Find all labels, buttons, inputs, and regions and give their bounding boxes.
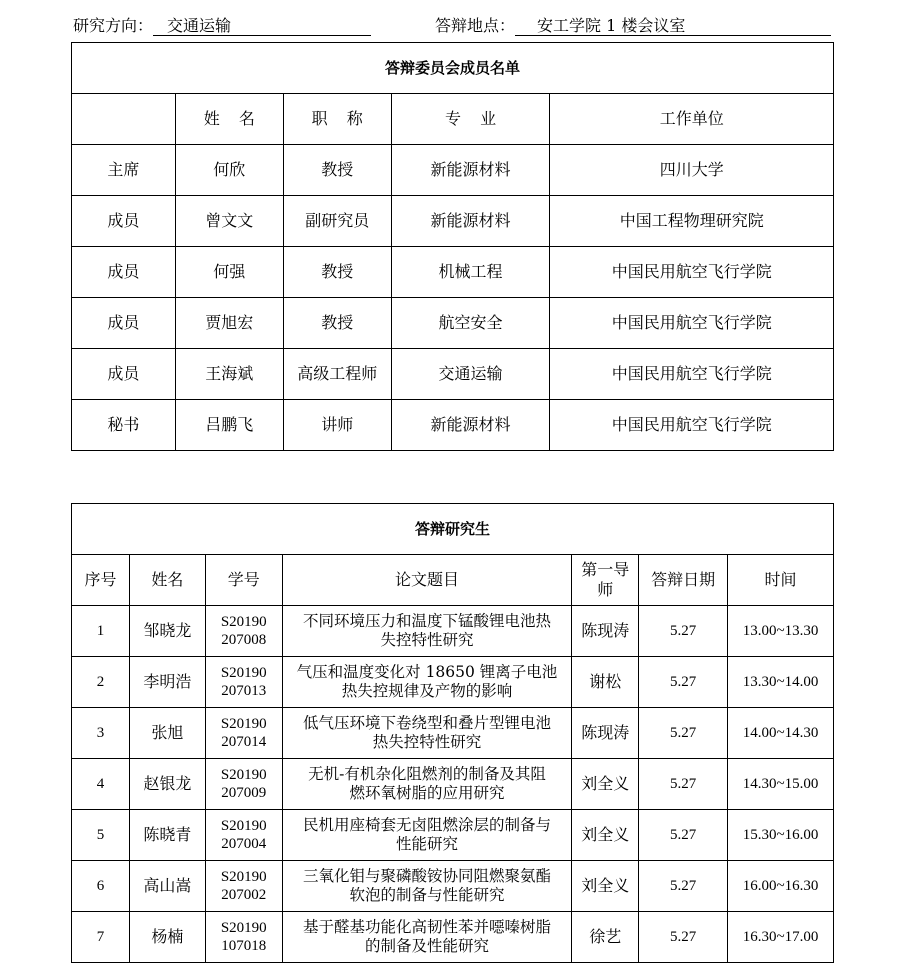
defense-time-cell: 16.30~17.00 <box>728 912 834 963</box>
thesis-title-line2: 热失控规律及产物的影响 <box>341 682 513 700</box>
student-id-line2: 207013 <box>221 683 267 699</box>
committee-row <box>72 400 834 451</box>
advisor-cell: 陈现涛 <box>572 708 639 759</box>
committee-name-cell: 曾文文 <box>175 196 283 247</box>
defense-time-cell: 16.00~16.30 <box>728 861 834 912</box>
committee-major-cell: 新能源材料 <box>391 145 550 196</box>
student-id-cell <box>205 810 282 861</box>
student-row <box>72 759 834 810</box>
research-direction <box>73 13 371 36</box>
student-name-cell: 李明浩 <box>129 657 205 708</box>
defense-date-cell: 5.27 <box>639 759 728 810</box>
student-row <box>72 912 834 963</box>
committee-role-cell: 成员 <box>72 349 176 400</box>
thesis-title-line1: 三氧化钼与聚磷酸铵协同阻燃聚氨酯 <box>302 867 551 885</box>
student-id-line1: S20190 <box>220 767 267 783</box>
students-header-cell: 论文题目 <box>282 555 572 606</box>
committee-header-cell: 专业 <box>391 94 550 145</box>
student-id-line1: S20190 <box>220 716 267 732</box>
student-name-cell: 杨楠 <box>129 912 205 963</box>
student-id-cell <box>205 912 282 963</box>
committee-name-cell: 贾旭宏 <box>175 298 283 349</box>
student-name-cell: 赵银龙 <box>129 759 205 810</box>
committee-major-cell: 机械工程 <box>391 247 550 298</box>
advisor-cell: 谢松 <box>572 657 639 708</box>
thesis-title-line2: 失控特性研究 <box>380 631 474 649</box>
committee-header-cell: 姓名 <box>175 94 283 145</box>
committee-unit-cell: 中国民用航空飞行学院 <box>550 298 834 349</box>
student-name-cell: 陈晓青 <box>129 810 205 861</box>
thesis-title-line2: 燃环氧树脂的应用研究 <box>349 784 505 802</box>
committee-header-cell: 职称 <box>283 94 391 145</box>
student-no-cell: 2 <box>72 657 130 708</box>
student-no-cell: 1 <box>72 606 130 657</box>
defense-time-cell: 13.30~14.00 <box>728 657 834 708</box>
student-id-cell <box>205 657 282 708</box>
advisor-cell: 刘全义 <box>572 759 639 810</box>
defense-time-cell: 13.00~13.30 <box>728 606 834 657</box>
students-header-cell: 答辩日期 <box>639 555 728 606</box>
student-row <box>72 657 834 708</box>
defense-date-cell: 5.27 <box>639 810 728 861</box>
student-id-line1: S20190 <box>220 920 267 936</box>
defense-time-cell: 15.30~16.00 <box>728 810 834 861</box>
thesis-title-line1: 气压和温度变化对 18650 锂离子电池 <box>296 663 558 681</box>
committee-title-cell: 教授 <box>283 298 391 349</box>
student-id-cell <box>205 759 282 810</box>
thesis-title-cell <box>282 708 572 759</box>
committee-role-cell: 主席 <box>72 145 176 196</box>
student-id-cell <box>205 708 282 759</box>
student-row <box>72 708 834 759</box>
defense-date-cell: 5.27 <box>639 708 728 759</box>
student-id-cell <box>205 861 282 912</box>
defense-location-value: 安工学院 1 楼会议室 <box>515 16 831 36</box>
committee-name-cell: 何强 <box>175 247 283 298</box>
student-row <box>72 861 834 912</box>
committee-title-cell: 教授 <box>283 247 391 298</box>
student-id-line2: 207008 <box>221 632 267 648</box>
thesis-title-line2: 热失控特性研究 <box>372 733 482 751</box>
defense-date-cell: 5.27 <box>639 606 728 657</box>
research-direction-value: 交通运输 <box>153 16 371 36</box>
defense-time-cell: 14.30~15.00 <box>728 759 834 810</box>
student-no-cell: 4 <box>72 759 130 810</box>
thesis-title-cell <box>282 861 572 912</box>
committee-unit-cell: 中国民用航空飞行学院 <box>550 349 834 400</box>
committee-row <box>72 247 834 298</box>
students-body <box>72 606 834 963</box>
committee-row <box>72 298 834 349</box>
committee-header-cell: 工作单位 <box>550 94 834 145</box>
student-id-line1: S20190 <box>220 665 267 681</box>
defense-location-label: 答辩地点： <box>435 16 516 35</box>
committee-role-cell: 成员 <box>72 298 176 349</box>
student-row <box>72 606 834 657</box>
students-title-row <box>72 504 834 555</box>
committee-major-cell: 新能源材料 <box>391 196 550 247</box>
thesis-title-line1: 民机用座椅套无卤阻燃涂层的制备与 <box>302 816 551 834</box>
committee-unit-cell: 中国工程物理研究院 <box>550 196 834 247</box>
committee-header-row <box>72 94 834 145</box>
committee-body <box>72 145 834 451</box>
advisor-cell: 刘全义 <box>572 810 639 861</box>
committee-title: 答辩委员会成员名单 <box>72 43 834 94</box>
defense-date-cell: 5.27 <box>639 861 728 912</box>
student-name-cell: 高山嵩 <box>129 861 205 912</box>
students-header-cell: 姓名 <box>129 555 205 606</box>
committee-unit-cell: 四川大学 <box>550 145 834 196</box>
defense-date-cell: 5.27 <box>639 657 728 708</box>
defense-time-cell: 14.00~14.30 <box>728 708 834 759</box>
students-header-cell: 学号 <box>205 555 282 606</box>
committee-row <box>72 349 834 400</box>
student-name-cell: 张旭 <box>129 708 205 759</box>
committee-major-cell: 新能源材料 <box>391 400 550 451</box>
committee-name-cell: 王海斌 <box>175 349 283 400</box>
student-id-line2: 207002 <box>221 887 267 903</box>
student-no-cell: 6 <box>72 861 130 912</box>
thesis-title-line1: 基于醛基功能化高韧性苯并噁嗪树脂 <box>302 918 551 936</box>
student-id-line1: S20190 <box>220 869 267 885</box>
student-id-line2: 107018 <box>221 938 267 954</box>
committee-major-cell: 交通运输 <box>391 349 550 400</box>
thesis-title-cell <box>282 657 572 708</box>
committee-row <box>72 196 834 247</box>
committee-title-cell: 副研究员 <box>283 196 391 247</box>
thesis-title-line2: 性能研究 <box>395 835 458 853</box>
defense-location <box>435 13 831 36</box>
thesis-title-cell <box>282 759 572 810</box>
student-no-cell: 3 <box>72 708 130 759</box>
students-header-cell: 时间 <box>728 555 834 606</box>
committee-row <box>72 145 834 196</box>
advisor-cell: 刘全义 <box>572 861 639 912</box>
committee-title-cell: 讲师 <box>283 400 391 451</box>
committee-title-cell: 高级工程师 <box>283 349 391 400</box>
student-no-cell: 7 <box>72 912 130 963</box>
student-id-line2: 207009 <box>221 785 267 801</box>
thesis-title-cell <box>282 606 572 657</box>
research-direction-label: 研究方向： <box>73 16 154 35</box>
committee-name-cell: 吕鹏飞 <box>175 400 283 451</box>
advisor-cell: 陈现涛 <box>572 606 639 657</box>
committee-title-cell: 教授 <box>283 145 391 196</box>
student-id-cell <box>205 606 282 657</box>
committee-name-cell: 何欣 <box>175 145 283 196</box>
committee-unit-cell: 中国民用航空飞行学院 <box>550 400 834 451</box>
committee-role-cell: 成员 <box>72 247 176 298</box>
students-header-cell: 第一导师 <box>572 555 639 606</box>
committee-role-cell: 秘书 <box>72 400 176 451</box>
committee-title-row <box>72 43 834 94</box>
committee-table <box>71 42 834 451</box>
advisor-cell: 徐艺 <box>572 912 639 963</box>
student-no-cell: 5 <box>72 810 130 861</box>
thesis-title-cell <box>282 810 572 861</box>
committee-header-cell <box>72 94 176 145</box>
student-row <box>72 810 834 861</box>
students-table <box>71 503 834 963</box>
thesis-title-line1: 不同环境压力和温度下锰酸锂电池热 <box>302 612 551 630</box>
student-id-line1: S20190 <box>220 818 267 834</box>
defense-date-cell: 5.27 <box>639 912 728 963</box>
committee-unit-cell: 中国民用航空飞行学院 <box>550 247 834 298</box>
students-header-row <box>72 555 834 606</box>
student-id-line2: 207004 <box>221 836 267 852</box>
committee-major-cell: 航空安全 <box>391 298 550 349</box>
thesis-title-line2: 软泡的制备与性能研究 <box>349 886 505 904</box>
student-name-cell: 邹晓龙 <box>129 606 205 657</box>
student-id-line2: 207014 <box>221 734 267 750</box>
students-title: 答辩研究生 <box>72 504 834 555</box>
thesis-title-line2: 的制备及性能研究 <box>364 937 489 955</box>
thesis-title-line1: 低气压环境下卷绕型和叠片型锂电池 <box>302 714 551 732</box>
thesis-title-cell <box>282 912 572 963</box>
committee-role-cell: 成员 <box>72 196 176 247</box>
student-id-line1: S20190 <box>220 614 267 630</box>
thesis-title-line1: 无机-有机杂化阻燃剂的制备及其阻 <box>308 765 546 783</box>
students-header-cell: 序号 <box>72 555 130 606</box>
